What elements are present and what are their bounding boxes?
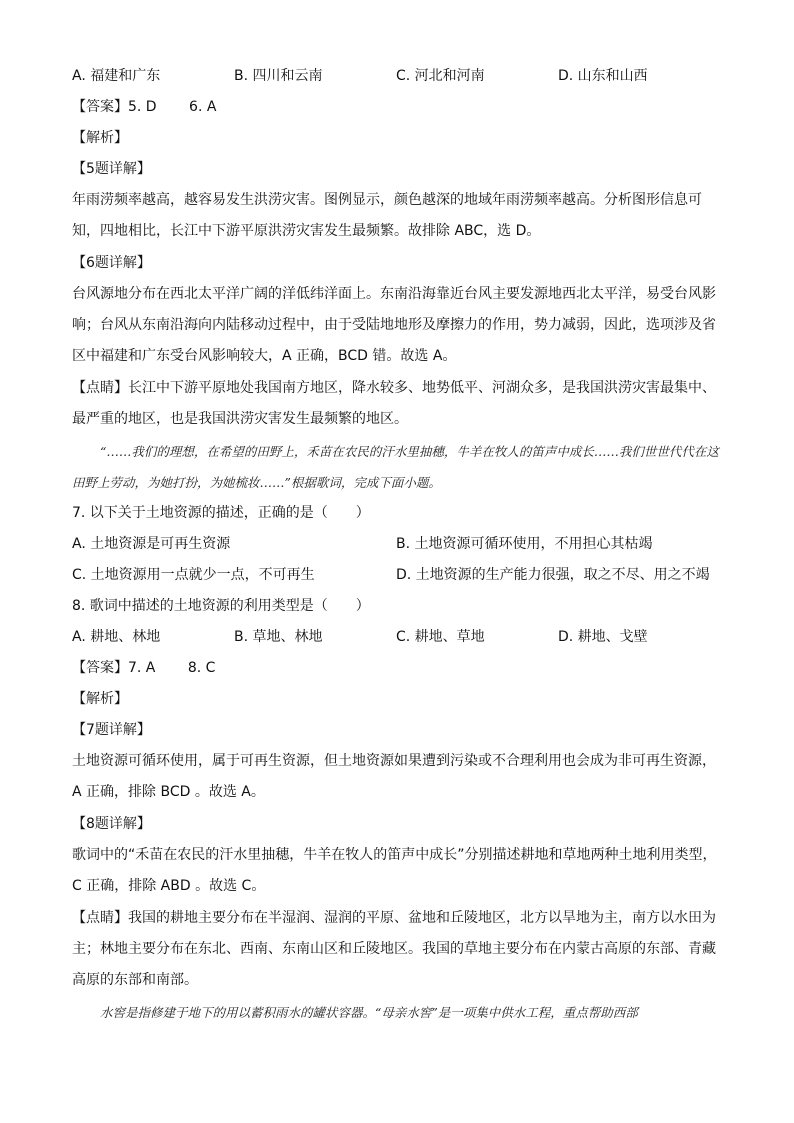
detail-8-label: 【8题详解】	[72, 816, 151, 832]
detail-8-text: 歌词中的“禾苗在农民的汗水里抽穗，牛羊在牧人的笛声中成长”分别描述耕地和草地两种土地利用类型，C 正确，排除 ABD 。故选 C。	[72, 847, 717, 894]
q8-stem: 8. 歌词中描述的土地资源的利用类型是（ ）	[72, 598, 370, 614]
cellar-intro: 水窖是指修建于地下的用以蓄积雨水的罐状容器。“母亲水窖”是一项集中供水工程，重点帮助西部	[100, 1005, 638, 1020]
q7-option-a: A. 土地资源是可再生资源	[72, 536, 231, 552]
q8-option-c: C. 耕地、草地	[396, 629, 485, 645]
detail-5-label: 【5题详解】	[72, 161, 151, 177]
answer-7-8: 【答案】7. A 8. C	[72, 660, 216, 676]
q8-option-b: B. 草地、林地	[234, 629, 323, 645]
detail-7-text: 土地资源可循环使用，属于可再生资源，但土地资源如果遭到污染或不合理利用也会成为非可再生资源，A 正确，排除 BCD 。故选 A。	[72, 753, 716, 800]
detail-6-label: 【6题详解】	[72, 255, 151, 271]
q5-option-a: A. 福建和广东	[72, 68, 161, 84]
point-7-8: 【点睛】我国的耕地主要分布在半湿润、湿润的平原、盆地和丘陵地区，北方以旱地为主，南方以水田为主；林地主要分布在东北、西南、东南山区和丘陵地区。我国的草地主要分布在内蒙古高原的东部、青藏高原的东部和南部。	[72, 910, 716, 988]
q5-option-b: B. 四川和云南	[234, 68, 323, 84]
lyric-intro: “……我们的理想，在希望的田野上，禾苗在农民的汗水里抽穗，牛羊在牧人的笛声中成长……我们世世代代在这田野上劳动，为她打扮，为她梳妆……”根据歌词，完成下面小题。	[72, 444, 719, 490]
q7-option-c: C. 土地资源用一点就少一点，不可再生	[72, 567, 315, 583]
q8-option-d: D. 耕地、戈壁	[558, 629, 648, 645]
detail-5-text: 年雨涝频率越高，越容易发生洪涝灾害。图例显示，颜色越深的地域年雨涝频率越高。分析图形信息可知，四地相比，长江中下游平原洪涝灾害发生最频繁。故排除 ABC，选 D。	[72, 192, 702, 239]
analysis-label: 【解析】	[72, 130, 128, 146]
point-5-6: 【点睛】长江中下游平原地处我国南方地区，降水较多、地势低平、河湖众多，是我国洪涝灾害最集中、最严重的地区，也是我国洪涝灾害发生最频繁的地区。	[72, 380, 716, 427]
q7-option-b: B. 土地资源可循环使用，不用担心其枯竭	[396, 536, 653, 552]
q7-option-d: D. 土地资源的生产能力很强，取之不尽、用之不竭	[396, 567, 710, 583]
detail-6-text: 台风源地分布在西北太平洋广阔的洋低纬洋面上。东南沿海靠近台风主要发源地西北太平洋，易受台风影响；台风从东南沿海向内陆移动过程中，由于受陆地地形及摩擦力的作用，势力减弱，因此，选项涉及省区中福建和广东受台风影响较大，A 正确，BCD 错。故选 A。	[72, 286, 716, 364]
answer-5-6: 【答案】5. D 6. A	[72, 99, 217, 115]
q8-option-a: A. 耕地、林地	[72, 629, 161, 645]
q7-stem: 7. 以下关于土地资源的描述，正确的是（ ）	[72, 505, 370, 521]
q5-option-c: C. 河北和河南	[396, 68, 485, 84]
q5-option-d: D. 山东和山西	[558, 68, 648, 84]
analysis-label-2: 【解析】	[72, 691, 128, 707]
detail-7-label: 【7题详解】	[72, 722, 151, 738]
